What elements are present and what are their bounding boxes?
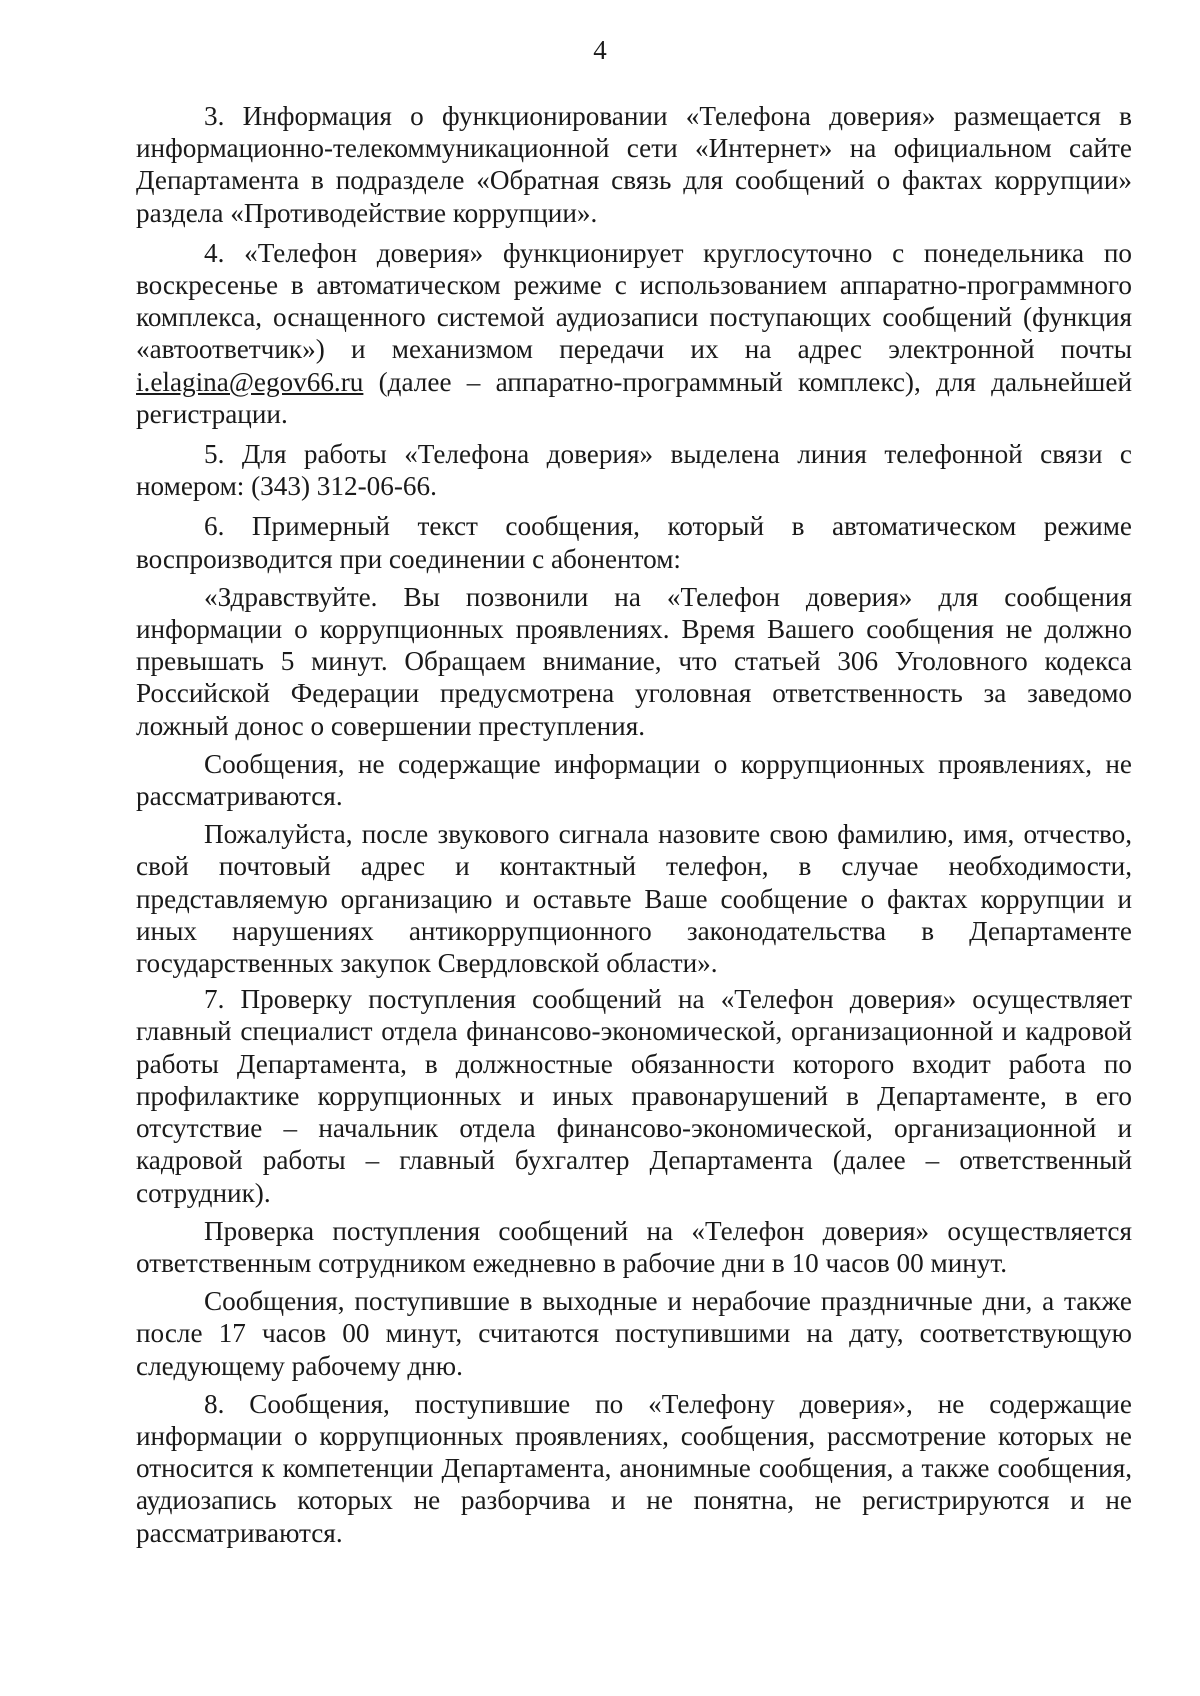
paragraph-4-text-start: 4. «Телефон доверия» функционирует круглосуточно с понедельника по воскресенье в автоматическом режиме с использованием аппаратно-программного комплекса, оснащенного системой аудиозаписи поступающих сообщений (функция «автоответчик») и механизмом передачи их на адрес электронной почты — [136, 237, 1132, 365]
paragraph-5: 5. Для работы «Телефона доверия» выделена линия телефонной связи с номером: (343) 312-06-66. — [136, 439, 1132, 502]
paragraph-7-weekend-rule: Сообщения, поступившие в выходные и нерабочие праздничные дни, а также после 17 часов 00 минут, считаются поступившими на дату, соответствующую следующему рабочему дню. — [136, 1286, 1132, 1381]
document-body — [136, 100, 1132, 1549]
email-link[interactable]: i.elagina@egov66.ru — [136, 366, 364, 397]
paragraph-3: 3. Информация о функционировании «Телефона доверия» размещается в информационно-телекоммуникационной сети «Интернет» на официальном сайте Департамента в подразделе «Обратная связь для сообщений о фактах коррупции» раздела «Противодействие коррупции». — [136, 101, 1132, 228]
paragraph-6-quote-not-considered: Сообщения, не содержащие информации о коррупционных проявлениях, не рассматриваются. — [136, 748, 1132, 812]
paragraph-8: 8. Сообщения, поступившие по «Телефону доверия», не содержащие информации о коррупционных проявлениях, сообщения, рассмотрение которых не относится к компетенции Департамента, анонимные сообщения, а также сообщения, аудиозапись которых не разборчива и не понятна, не регистрируются и не рассматриваются. — [136, 1388, 1132, 1548]
page-number: 4 — [593, 35, 607, 65]
paragraph-6-quote-instructions: Пожалуйста, после звукового сигнала назовите свою фамилию, имя, отчество, свой почтовый адрес и контактный телефон, в случае необходимости, представляемую организацию и оставьте Ваше сообщение о фактах коррупции и иных нарушениях антикоррупционного законодательства в Департаменте государственных закупок Свердловской области». — [136, 819, 1132, 979]
paragraph-6: 6. Примерный текст сообщения, который в автоматическом режиме воспроизводится при соединении с абонентом: — [136, 511, 1132, 574]
paragraph-4 — [136, 237, 1132, 430]
paragraph-7: 7. Проверку поступления сообщений на «Телефон доверия» осуществляет главный специалист отдела финансово-экономической, организационной и кадровой работы Департамента, в должностные обязанности которого входит работа по профилактике коррупционных и иных правонарушений в Департаменте, в его отсутствие – начальник отдела финансово-экономической, организационной и кадровой работы – главный бухгалтер Департамента (далее – ответственный сотрудник). — [136, 984, 1132, 1208]
paragraph-7-check-schedule: Проверка поступления сообщений на «Телефон доверия» осуществляется ответственным сотрудником ежедневно в рабочие дни в 10 часов 00 минут. — [136, 1215, 1132, 1278]
paragraph-6-quote-greeting: «Здравствуйте. Вы позвонили на «Телефон доверия» для сообщения информации о коррупционных проявлениях. Время Вашего сообщения не должно превышать 5 минут. Обращаем внимание, что статьей 306 Уголовного кодекса Российской Федерации предусмотрена уголовная ответственность за заведомо ложный донос о совершении преступления. — [136, 581, 1132, 741]
paragraph-4-text-end: (далее – аппаратно-программный комплекс), для дальнейшей регистрации. — [136, 366, 1132, 429]
